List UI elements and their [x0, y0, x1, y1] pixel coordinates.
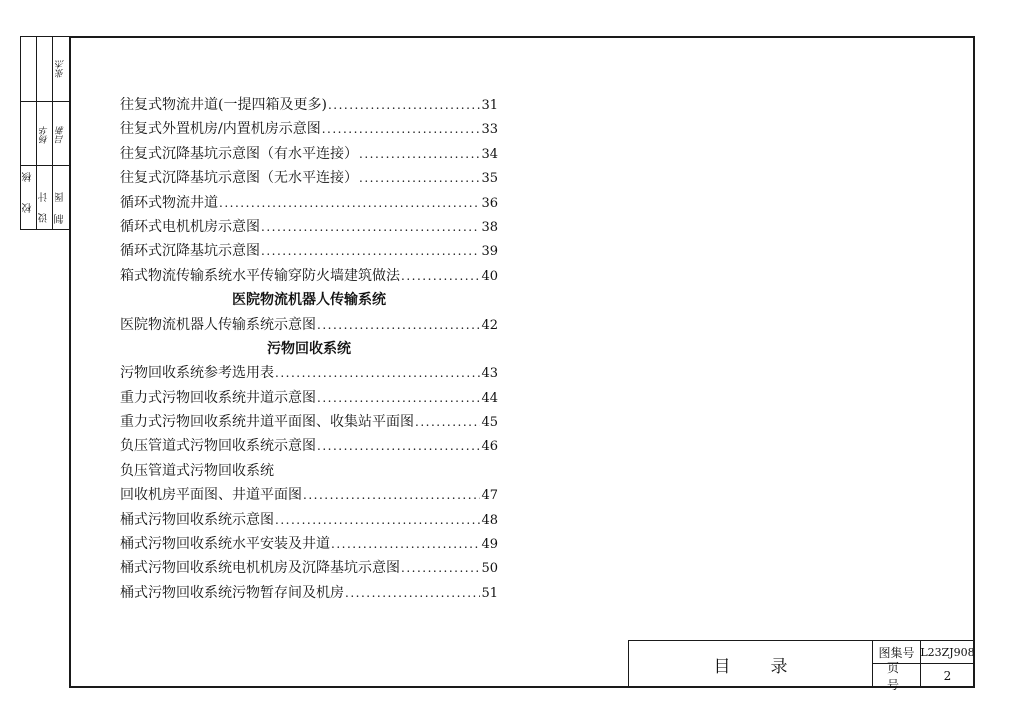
label-ji: 计: [39, 192, 50, 202]
toc-row[interactable]: [120, 483, 498, 507]
toc-title: 桶式污物回收系统水平安装及井道: [120, 536, 330, 553]
toc-page: 47: [481, 488, 498, 504]
signature-column-labels: [21, 37, 37, 229]
toc-page: 50: [481, 561, 498, 577]
label-she: 设: [39, 213, 50, 223]
toc-leader: [328, 93, 481, 117]
toc-title: 负压管道式污物回收系统: [120, 462, 274, 479]
toc-page: 49: [481, 537, 498, 553]
toc-page: 36: [481, 195, 498, 211]
toc-leader: [331, 532, 480, 556]
toc-row[interactable]: [120, 215, 498, 239]
toc-title: 循环式电机机房示意图: [120, 218, 260, 235]
toc-leader: [317, 434, 480, 458]
toc-title: 桶式污物回收系统示意图: [120, 511, 274, 528]
toc-leader: [401, 264, 480, 288]
signature-column-signatures: [53, 37, 69, 229]
signature-name-2: 杨华: [40, 126, 50, 144]
toc-row[interactable]: [120, 532, 498, 556]
toc-row[interactable]: [120, 386, 498, 410]
toc-row[interactable]: [120, 93, 498, 117]
label-he: 核: [23, 172, 34, 182]
toc-row[interactable]: [120, 191, 498, 215]
toc-row[interactable]: [120, 410, 498, 434]
toc-row[interactable]: [120, 264, 498, 288]
title-block: [628, 640, 975, 692]
toc-page: 45: [481, 415, 498, 431]
toc-row[interactable]: [120, 313, 498, 337]
toc-title: 重力式污物回收系统井道平面图、收集站平面图: [120, 414, 414, 431]
toc-title: 负压管道式污物回收系统示意图: [120, 438, 316, 455]
toc-leader: [345, 581, 480, 605]
toc-page: 39: [481, 244, 498, 260]
toc-leader: [317, 386, 480, 410]
toc-page: 40: [481, 268, 498, 284]
toc-leader: [275, 361, 480, 385]
toc-row[interactable]: [120, 434, 498, 458]
toc-leader: [401, 556, 480, 580]
signature-block: [20, 36, 69, 230]
toc-page: 51: [481, 585, 498, 601]
toc-title: 桶式污物回收系统污物暂存间及机房: [120, 584, 344, 601]
toc-title: 污物回收系统参考选用表: [120, 365, 274, 382]
label-jiao: 校: [23, 203, 34, 213]
toc-page: 31: [481, 98, 498, 113]
section-heading-robot: 医院物流机器人传输系统: [232, 292, 386, 309]
page-number-label: 页号: [873, 664, 921, 688]
toc-title: 回收机房平面图、井道平面图: [120, 487, 302, 504]
label-tu: 图: [55, 192, 66, 202]
toc-leader: [322, 117, 481, 141]
toc-title: 往复式物流井道(一提四箱及更多): [120, 97, 327, 113]
toc-row[interactable]: [120, 556, 498, 580]
toc-title: 桶式污物回收系统电机机房及沉降基坑示意图: [120, 560, 400, 577]
toc-title: 往复式沉降基坑示意图（有水平连接）: [120, 145, 358, 162]
drawing-title: 目录: [629, 641, 873, 688]
toc-title: 循环式物流井道: [120, 194, 218, 211]
toc-leader: [317, 313, 480, 337]
toc-title: 往复式外置机房/内置机房示意图: [120, 121, 321, 138]
toc-page: 35: [481, 171, 498, 187]
toc-leader: [303, 483, 480, 507]
toc-row[interactable]: [120, 166, 498, 190]
page-number-value: 2: [943, 669, 952, 683]
toc-page: 42: [481, 317, 498, 333]
toc-row[interactable]: [120, 581, 498, 605]
atlas-number-value: L23ZJ908: [921, 641, 974, 664]
signature-name-0: 张杰: [56, 60, 66, 78]
toc-leader: [415, 410, 480, 434]
toc-leader: [359, 166, 480, 190]
toc-leader: [359, 142, 480, 166]
toc-title: 重力式污物回收系统井道示意图: [120, 389, 316, 406]
signature-column-names: [37, 37, 53, 229]
toc-row[interactable]: [120, 361, 498, 385]
toc-page: 38: [481, 219, 498, 235]
toc-row[interactable]: [120, 459, 498, 483]
toc-leader: [261, 239, 480, 263]
toc-title: 往复式沉降基坑示意图（无水平连接）: [120, 170, 358, 187]
toc-title: 循环式沉降基坑示意图: [120, 243, 260, 260]
toc-row[interactable]: [120, 508, 498, 532]
toc-page: 33: [481, 122, 498, 138]
toc-leader: [275, 508, 480, 532]
toc-title: 箱式物流传输系统水平传输穿防火墙建筑做法: [120, 267, 400, 284]
toc-page: 44: [481, 390, 498, 406]
toc-row[interactable]: [120, 239, 498, 263]
signature-name-4: 吕新: [56, 126, 66, 144]
toc-page: 48: [481, 512, 498, 528]
section-heading-waste: 污物回收系统: [267, 340, 351, 357]
toc-leader: [219, 191, 480, 215]
toc-leader: [261, 215, 480, 239]
label-zhi: 制: [55, 214, 66, 224]
toc-row[interactable]: [120, 142, 498, 166]
toc-page: 34: [481, 146, 498, 162]
toc-page: 46: [481, 439, 498, 455]
toc-row[interactable]: [120, 117, 498, 141]
toc-title: 医院物流机器人传输系统示意图: [120, 316, 316, 333]
atlas-number-label: 图集号: [873, 641, 921, 664]
toc-page: 43: [481, 366, 498, 382]
table-of-contents: [120, 93, 498, 605]
